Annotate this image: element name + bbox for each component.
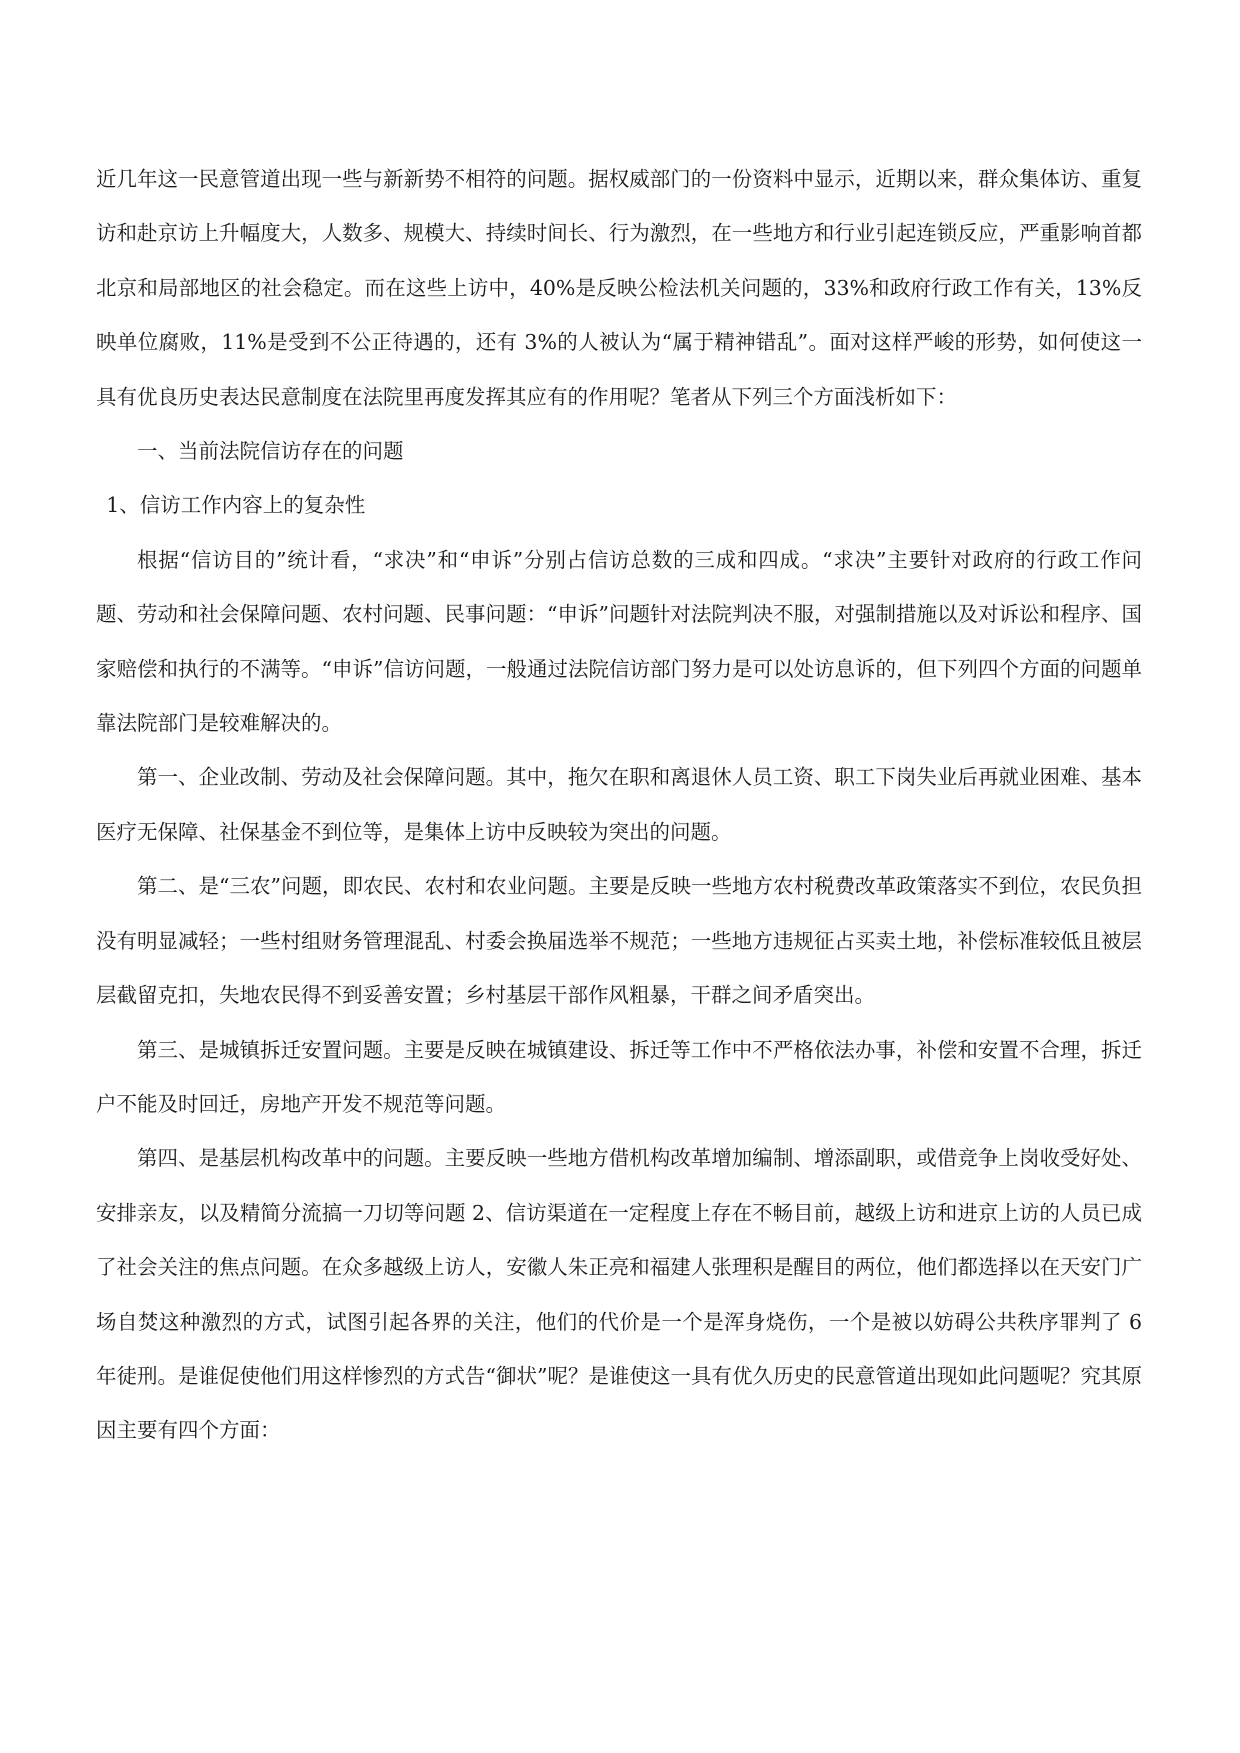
paragraph-petition-purpose: 根据“信访目的”统计看，“求决”和“申诉”分别占信访总数的三成和四成。“求决”主要针对政府的行政工作问题、劳动和社会保障问题、农村问题、民事问题：“申诉”问题针对法院判决不服，对强制措施以及对诉讼和程序、国家赔偿和执行的不满等。“申诉”信访问题，一般通过法院信访部门努力是可以处访息诉的，但下列四个方面的问题单靠法院部门是较难解决的。 (96, 547, 1142, 736)
paragraph-statistics: 近几年这一民意管道出现一些与新新势不相符的问题。据权威部门的一份资料中显示，近期以来，群众集体访、重复访和赴京访上升幅度大，人数多、规模大、持续时间长、行为激烈，在一些地方和行业引起连锁反应，严重影响首都北京和局部地区的社会稳定。而在这些上访中，40%是反映公检法机关问题的，33%和政府行政工作有关，13%反映单位腐败，11%是受到不公正待遇的，还有 3%的人被认为“属于精神错乱”。面对这样严峻的形势，如何使这一具有优良历史表达民意制度在法院里再度发挥其应有的作用呢？笔者从下列三个方面浅析如下： (96, 167, 1142, 409)
paragraph-first-issue: 第一、企业改制、劳动及社会保障问题。其中，拖欠在职和离退休人员工资、职工下岗失业后再就业困难、基本医疗无保障、社保基金不到位等，是集体上访中反映较为突出的问题。 (96, 765, 1142, 844)
paragraph-fourth-issue: 第四、是基层机构改革中的问题。主要反映一些地方借机构改革增加编制、增添副职，或借竞争上岗收受好处、安排亲友，以及精简分流搞一刀切等问题 2、信访渠道在一定程度上存在不畅目前，越级上访和进京上访的人员已成了社会关注的焦点问题。在众多越级上访人，安徽人朱正亮和福建人张理积是醒目的两位，他们都选择以在天安门广场自焚这种激烈的方式，试图引起各界的关注，他们的代价是一个是浑身烧伤，一个是被以妨碍公共秩序罪判了 6 年徒刑。是谁促使他们用这样惨烈的方式告“御状”呢？是谁使这一具有优久历史的民意管道出现如此问题呢？究其原因主要有四个方面： (96, 1146, 1142, 1443)
subsection-heading-complexity: 1、信访工作内容上的复杂性 (106, 493, 366, 518)
paragraph-second-issue: 第二、是“三农”问题，即农民、农村和农业问题。主要是反映一些地方农村税费改革政策落实不到位，农民负担没有明显减轻；一些村组财务管理混乱、村委会换届选举不规范；一些地方违规征占买卖土地，补偿标准较低且被层层截留克扣，失地农民得不到妥善安置；乡村基层干部作风粗暴，干群之间矛盾突出。 (96, 874, 1142, 1008)
section-heading-problems: 一、当前法院信访存在的问题 (137, 439, 404, 464)
document-body (96, 152, 1142, 1458)
paragraph-third-issue: 第三、是城镇拆迁安置问题。主要是反映在城镇建设、拆迁等工作中不严格依法办事，补偿和安置不合理，拆迁户不能及时回迁，房地产开发不规范等问题。 (96, 1037, 1142, 1116)
